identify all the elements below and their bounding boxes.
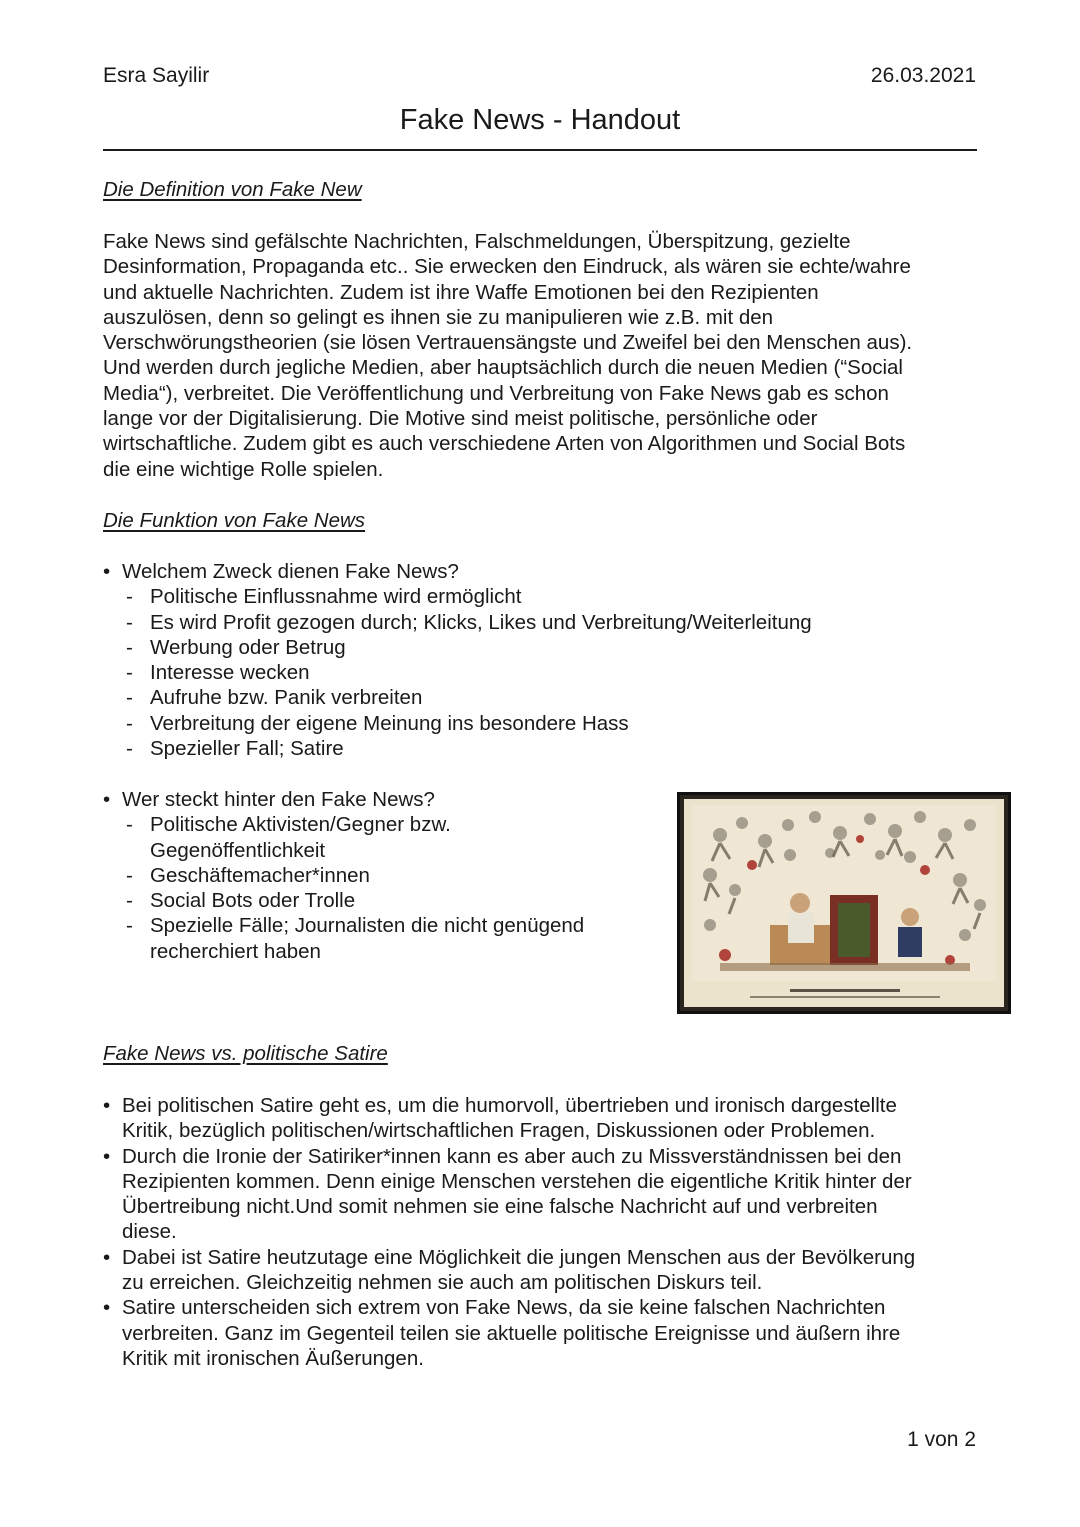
bullet-icon: • [103, 560, 111, 583]
satire-list [103, 1093, 915, 1371]
definition-line: Verschwörungstheorien (sie lösen Vertrauensängste und Zweifel bei den Menschen aus). [103, 331, 913, 355]
dash-icon: - [126, 737, 133, 761]
definition-heading: Die Definition von Fake New [103, 178, 362, 201]
purpose-list [103, 559, 812, 761]
author-name: Esra Sayilir [103, 64, 210, 87]
list-item: - Es wird Profit gezogen durch; Klicks, Likes und Verbreitung/Weiterleitung [126, 610, 812, 634]
definition-line: Desinformation, Propaganda etc.. Sie erwecken den Eindruck, als wären sie echte/wahre [103, 255, 911, 279]
list-item: - Werbung oder Betrug [126, 635, 346, 659]
dash-icon: - [126, 711, 133, 735]
definition-line: Media“), verbreitet. Die Veröffentlichung und Verbreitung von Fake News gab es schon [103, 381, 889, 405]
list-item: - Spezieller Fall; Satire [126, 737, 344, 761]
actors-question: • Wer steckt hinter den Fake News? [103, 788, 435, 811]
satire-point-continuation: zu erreichen. Gleichzeitig nehmen sie auch am politischen Diskurs teil. [122, 1271, 763, 1295]
list-item: - Verbreitung der eigene Meinung ins besondere Hass [126, 711, 629, 735]
satire-point-continuation: Übertreibung nicht.Und somit nehmen sie eine falsche Nachricht auf und verbreiten [122, 1195, 878, 1219]
title-divider [103, 149, 977, 151]
dash-icon: - [126, 863, 133, 887]
list-item: - Spezielle Fälle; Journalisten die nicht genügend [126, 914, 585, 938]
page-number: 1 von 2 [907, 1428, 976, 1451]
definition-line: wirtschaftliche. Zudem gibt es auch verschiedene Arten von Algorithmen und Social Bots [103, 432, 906, 456]
satire-point: • Bei politischen Satire geht es, um die humorvoll, übertrieben und ironisch dargestellte [103, 1094, 897, 1117]
caricature-image [677, 792, 1011, 1014]
purpose-question: • Welchem Zweck dienen Fake News? [103, 560, 459, 583]
actors-list [103, 787, 584, 964]
bullet-icon: • [103, 1144, 111, 1168]
satire-point: • Satire unterscheiden sich extrem von Fake News, da sie keine falschen Nachrichten [103, 1296, 886, 1320]
dash-icon: - [126, 813, 133, 837]
bullet-icon: • [103, 788, 111, 811]
dash-icon: - [126, 686, 133, 710]
bullet-icon: • [103, 1094, 111, 1117]
dash-icon: - [126, 585, 133, 609]
dash-icon: - [126, 661, 133, 685]
satire-point-continuation: verbreiten. Ganz im Gegenteil teilen sie aktuelle politische Ereignisse und äußern ihre [122, 1321, 901, 1345]
definition-line: auszulösen, denn so gelingt es ihnen sie zu manipulieren wie z.B. mit den [103, 305, 774, 329]
satire-point: • Durch die Ironie der Satiriker*innen kann es aber auch zu Missverständnissen bei den [103, 1144, 902, 1168]
list-item: - Geschäftemacher*innen [126, 863, 370, 887]
dash-icon: - [126, 635, 133, 659]
dash-icon: - [126, 610, 133, 634]
definition-line: lange vor der Digitalisierung. Die Motive sind meist politische, persönliche oder [103, 407, 818, 431]
document-title: Fake News - Handout [399, 104, 681, 136]
definition-line: und aktuelle Nachrichten. Zudem ist ihre Waffe Emotionen bei den Rezipienten [103, 280, 819, 304]
document-date: 26.03.2021 [870, 64, 976, 87]
bullet-icon: • [103, 1245, 111, 1269]
list-item: - Interesse wecken [126, 661, 310, 685]
list-item: - Politische Aktivisten/Gegner bzw. [126, 813, 451, 837]
definition-line: die eine wichtige Rolle spielen. [103, 457, 384, 481]
dash-icon: - [126, 914, 133, 938]
list-item: - Social Bots oder Trolle [126, 889, 356, 913]
list-item-continuation: Gegenöffentlichkeit [150, 838, 326, 862]
satire-point-continuation: diese. [122, 1220, 177, 1244]
list-item-continuation: recherchiert haben [150, 939, 321, 963]
satire-point-continuation: Kritik mit ironischen Äußerungen. [122, 1346, 424, 1370]
definition-line: Fake News sind gefälschte Nachrichten, Falschmeldungen, Überspitzung, gezielte [103, 230, 851, 253]
list-item: - Aufruhe bzw. Panik verbreiten [126, 686, 423, 710]
definition-line: Und werden durch jegliche Medien, aber hauptsächlich durch die neuen Medien (“Social [103, 356, 903, 380]
function-heading: Die Funktion von Fake News [103, 509, 366, 532]
satire-point: • Dabei ist Satire heutzutage eine Möglichkeit die jungen Menschen aus der Bevölkerung [103, 1245, 916, 1269]
dash-icon: - [126, 889, 133, 913]
list-item: - Politische Einflussnahme wird ermöglicht [126, 585, 522, 609]
satire-point-continuation: Rezipienten kommen. Denn einige Menschen verstehen die eigentliche Kritik hinter der [122, 1169, 912, 1193]
definition-paragraph [103, 229, 983, 482]
satire-point-continuation: Kritik, bezüglich politischen/wirtschaftlichen Fragen, Diskussionen oder Problemen. [122, 1119, 876, 1143]
bullet-icon: • [103, 1296, 111, 1320]
satire-heading: Fake News vs. politische Satire [103, 1042, 388, 1065]
